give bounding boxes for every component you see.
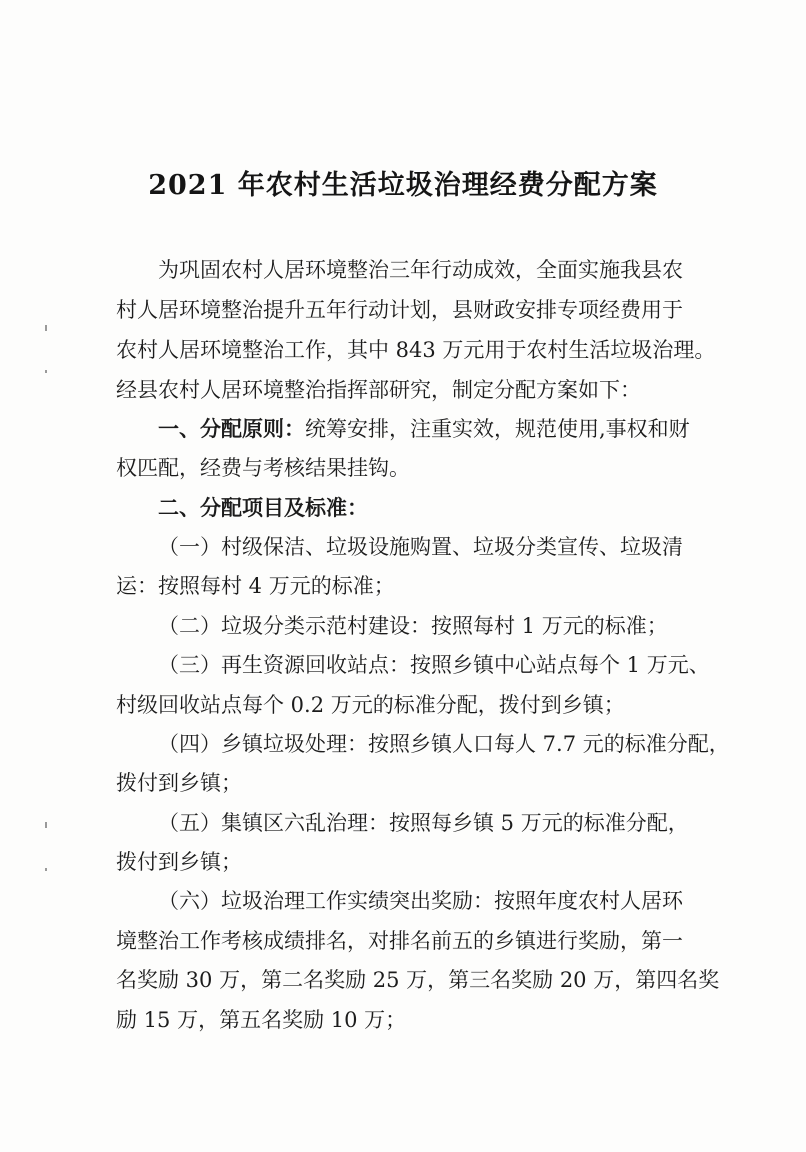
scan-mark: [45, 325, 47, 331]
item-line: 境整治工作考核成绩排名，对排名前五的乡镇进行奖励，第一: [116, 929, 683, 953]
paragraph-line: 权匹配，经费与考核结果挂钩。: [116, 456, 410, 480]
section-1-heading: 一、分配原则：: [158, 416, 305, 441]
scan-mark: [45, 822, 47, 828]
item-line: （六）垃圾治理工作实绩突出奖励：按照年度农村人居环: [158, 889, 683, 913]
paragraph-line: 村人居环境整治提升五年行动计划，县财政安排专项经费用于: [116, 298, 683, 322]
item-line: （三）再生资源回收站点：按照乡镇中心站点每个 1 万元、: [158, 653, 710, 677]
item-line: （五）集镇区六乱治理：按照每乡镇 5 万元的标准分配，: [158, 811, 689, 835]
item-line: 励 15 万，第五名奖励 10 万；: [116, 1008, 407, 1032]
paragraph-line: 经县农村人居环境整治指挥部研究，制定分配方案如下：: [116, 378, 641, 402]
item-line: 运：按照每村 4 万元的标准；: [116, 574, 395, 598]
item-line: （二）垃圾分类示范村建设：按照每村 1 万元的标准；: [158, 614, 668, 638]
section-2-heading: 二、分配项目及标准：: [158, 495, 368, 520]
scan-mark: [45, 370, 47, 373]
document-title: 2021 年农村生活垃圾治理经费分配方案: [148, 170, 658, 201]
scan-mark: [45, 868, 47, 871]
section-1-line: [158, 414, 690, 444]
item-line: （四）乡镇垃圾处理：按照乡镇人口每人 7.7 元的标准分配，: [158, 732, 730, 756]
paragraph-line: 农村人居环境整治工作，其中 843 万元用于农村生活垃圾治理。: [116, 338, 716, 362]
paragraph-line: 为巩固农村人居环境整治三年行动成效，全面实施我县农: [158, 258, 683, 282]
item-line: 名奖励 30 万，第二名奖励 25 万，第三名奖励 20 万，第四名奖: [116, 968, 720, 992]
item-line: 拨付到乡镇；: [116, 771, 242, 795]
section-1-text: 统筹安排，注重实效，规范使用,事权和财: [305, 417, 690, 441]
item-line: 村级回收站点每个 0.2 万元的标准分配，拨付到乡镇；: [116, 693, 625, 717]
item-line: 拨付到乡镇；: [116, 850, 242, 874]
item-line: （一）村级保洁、垃圾设施购置、垃圾分类宣传、垃圾清: [158, 535, 683, 559]
